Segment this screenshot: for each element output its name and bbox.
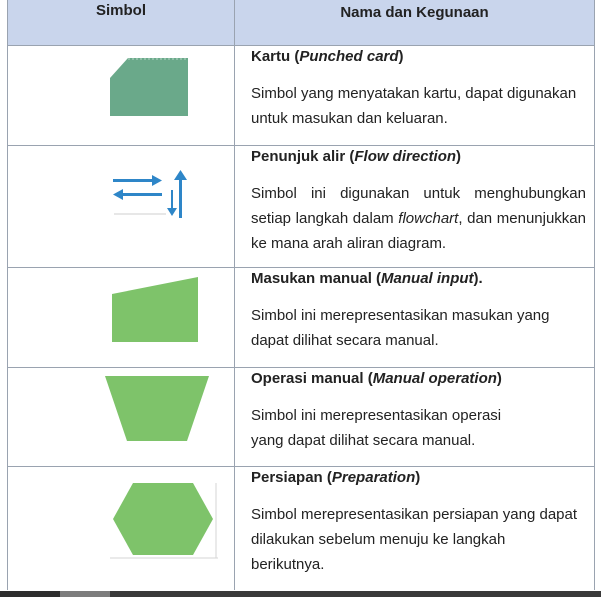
symbol-cell — [8, 268, 234, 367]
description-line: Simbol ini merepresentasikan operasi — [251, 407, 502, 424]
edge-segment — [0, 591, 60, 597]
description-cell — [251, 467, 586, 577]
description-cell — [251, 368, 586, 453]
header-symbol: Simbol — [95, 2, 146, 19]
row-title: Persiapan (Preparation) — [251, 469, 421, 486]
table-row — [8, 467, 594, 590]
table-row — [8, 268, 594, 368]
edge-segment — [110, 591, 601, 597]
preparation-icon — [108, 479, 218, 559]
row-title: Penunjuk alir (Flow direction) — [251, 148, 462, 165]
header-name-usage: Nama dan Kegunaan — [340, 4, 489, 21]
description-cell — [251, 268, 586, 353]
row-title: Operasi manual (Manual operation) — [251, 370, 502, 387]
row-description: Simbol yang menyatakan kartu, dapat digunakan untuk masukan dan keluaran. — [251, 85, 577, 127]
symbol-cell — [8, 146, 234, 267]
table-header — [8, 0, 594, 46]
symbol-table — [7, 0, 595, 590]
symbol-cell — [8, 368, 234, 466]
manual-operation-icon — [102, 373, 212, 443]
punched-card-icon — [108, 54, 198, 118]
table-row — [8, 146, 594, 268]
description-cell — [251, 146, 586, 256]
description-line: yang dapat dilihat secara manual. — [251, 432, 476, 449]
row-title: Kartu (Punched card) — [251, 48, 404, 65]
symbol-cell — [8, 467, 234, 590]
row-description: Simbol merepresentasikan persiapan yang dapat dilakukan sebelum menuju ke langkah berikutnya. — [251, 506, 578, 573]
manual-input-icon — [108, 274, 200, 344]
flow-direction-icon — [108, 168, 188, 220]
row-description — [251, 403, 586, 453]
table-row — [8, 46, 594, 146]
row-description: Simbol ini digunakan untuk menghubungkan setiap langkah dalam flowchart, dan menunjukkan ke mana arah aliran diagram. — [251, 185, 586, 252]
window-bottom-edge — [0, 591, 601, 597]
row-title: Masukan manual (Manual input). — [251, 270, 483, 287]
row-description: Simbol ini merepresentasikan masukan yang dapat dilihat secara manual. — [251, 307, 550, 349]
description-cell — [251, 46, 586, 131]
symbol-cell — [8, 46, 234, 145]
table-row — [8, 368, 594, 467]
